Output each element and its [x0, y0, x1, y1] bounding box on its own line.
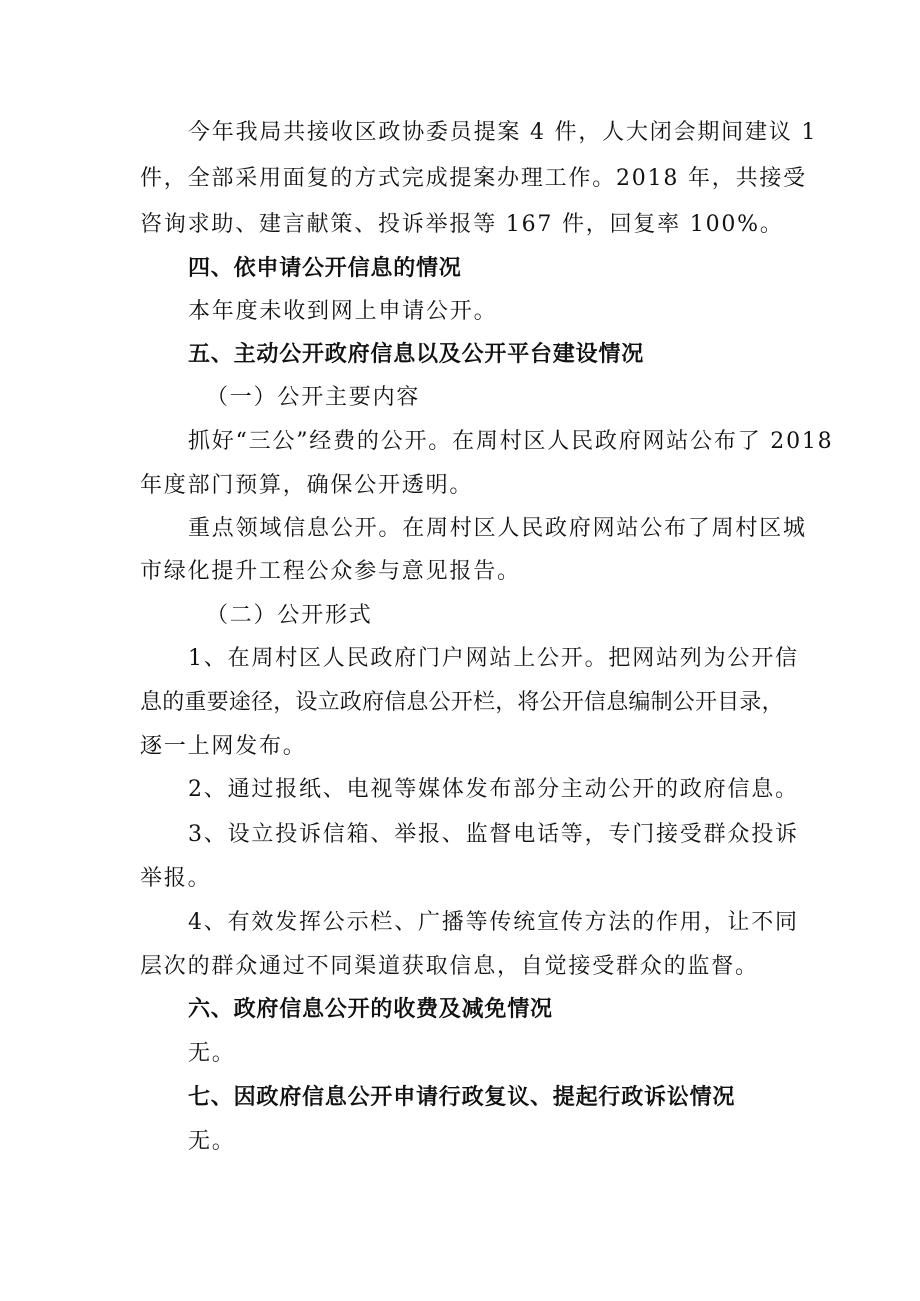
paragraph-line: 息的重要途径，设立政府信息公开栏，将公开信息编制公开目录， [140, 690, 784, 715]
paragraph-line: 逐一上网发布。 [140, 734, 307, 759]
paragraph-line: 年度部门预算，确保公开透明。 [140, 473, 474, 498]
paragraph-line: 无。 [188, 1041, 236, 1066]
section-heading-6: 六、政府信息公开的收费及减免情况 [188, 997, 553, 1022]
paragraph-line: 4、有效发挥公示栏、广播等传统宣传方法的作用，让不同 [188, 910, 799, 935]
paragraph-line: 无。 [188, 1129, 236, 1154]
paragraph-line: 1、在周村区人民政府门户网站上公开。把网站列为公开信 [188, 646, 799, 671]
paragraph-line: 咨询求助、建言献策、投诉举报等 167 件，回复率 100%。 [140, 212, 784, 237]
paragraph-line: 市绿化提升工程公众参与意见报告。 [140, 559, 521, 584]
paragraph-line: 3、设立投诉信箱、举报、监督电话等，专门接受群众投诉 [188, 822, 799, 847]
paragraph-line: 举报。 [140, 866, 212, 891]
section-heading-7: 七、因政府信息公开申请行政复议、提起行政诉讼情况 [188, 1085, 736, 1110]
section-heading-4: 四、依申请公开信息的情况 [188, 256, 462, 281]
paragraph-line: 抓好“三公”经费的公开。在周村区人民政府网站公布了 2018 [188, 429, 834, 454]
subsection-heading: （二）公开形式 [206, 603, 373, 628]
paragraph-line: 2、通过报纸、电视等媒体发布部分主动公开的政府信息。 [188, 777, 799, 802]
subsection-heading: （一）公开主要内容 [206, 385, 421, 410]
paragraph-line: 件，全部采用面复的方式完成提案办理工作。2018 年，共接受 [140, 166, 807, 191]
paragraph-line: 今年我局共接收区政协委员提案 4 件，人大闭会期间建议 1 [188, 120, 818, 145]
section-heading-5: 五、主动公开政府信息以及公开平台建设情况 [188, 342, 645, 367]
paragraph-line: 层次的群众通过不同渠道获取信息，自觉接受群众的监督。 [140, 954, 759, 979]
paragraph-line: 本年度未收到网上申请公开。 [188, 299, 498, 324]
paragraph-line: 重点领域信息公开。在周村区人民政府网站公布了周村区城 [188, 516, 807, 541]
